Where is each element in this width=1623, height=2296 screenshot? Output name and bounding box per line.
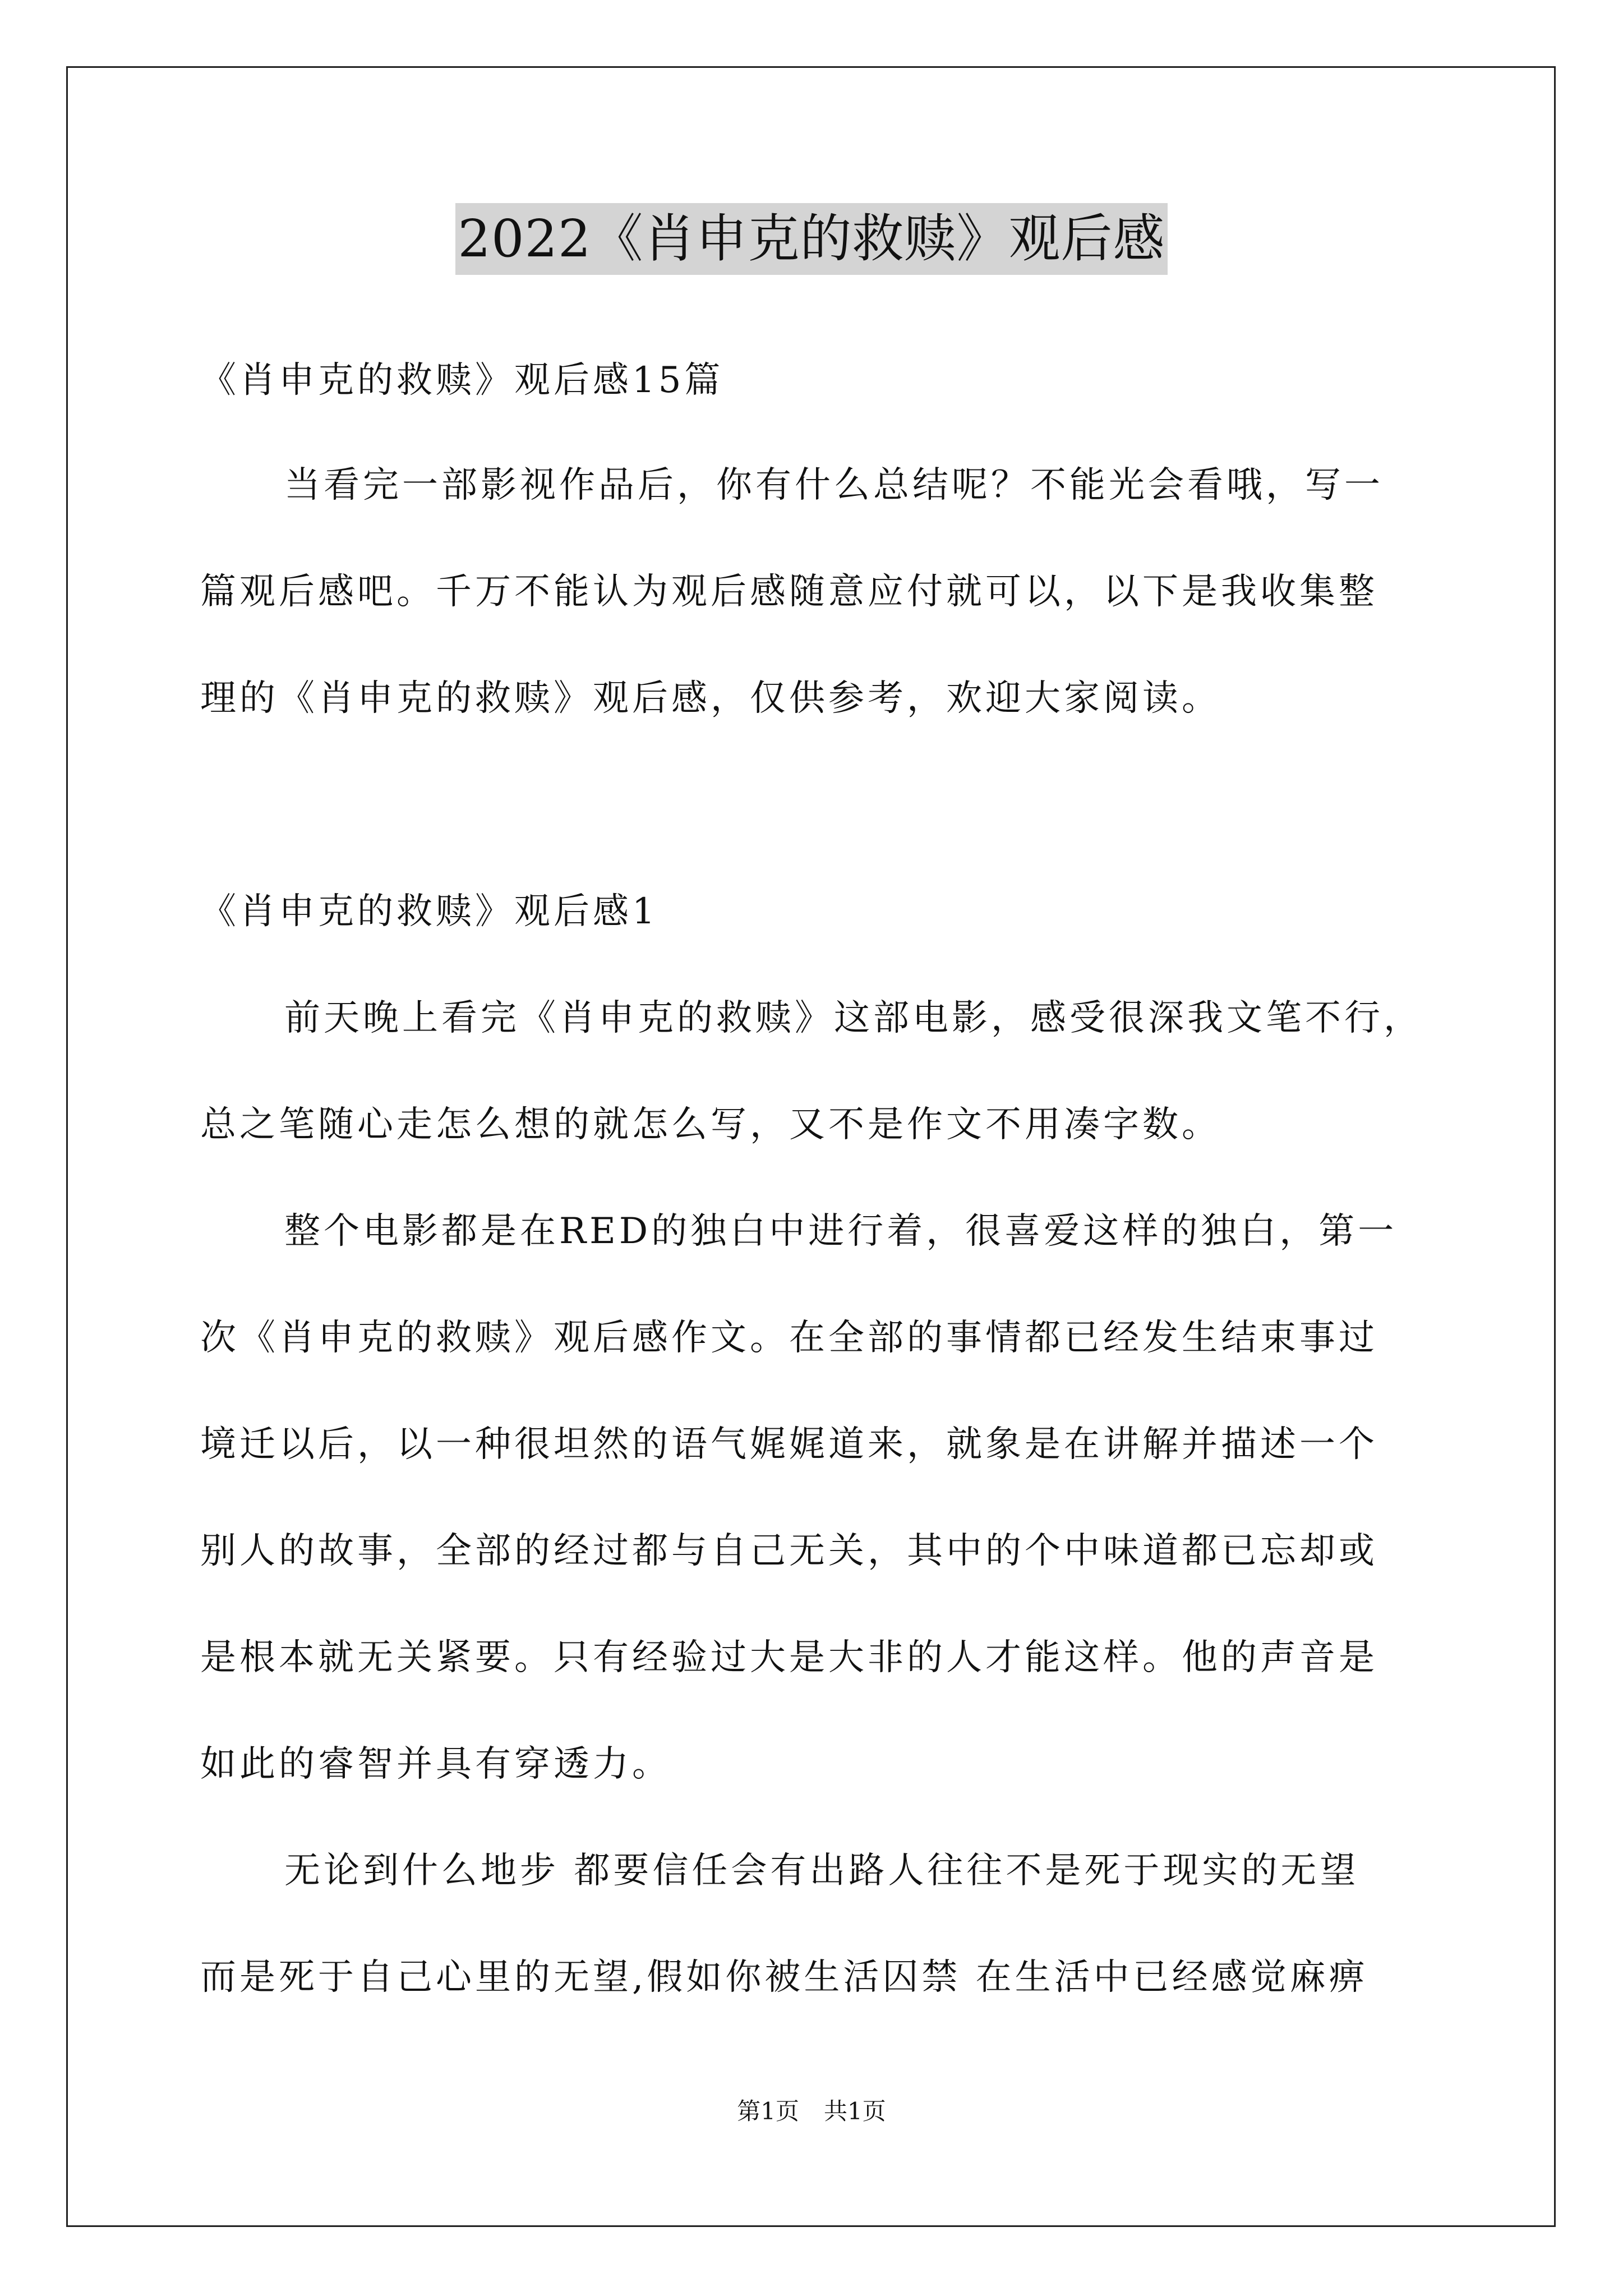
paragraph-line: 如此的睿智并具有穿透力。 — [200, 1743, 671, 1785]
page-footer — [0, 2095, 1623, 2128]
paragraph-line: 前天晚上看完《肖申克的救赎》这部电影，感受很深我文笔不行， — [284, 997, 1423, 1039]
paragraph-line: 是根本就无关紧要。只有经验过大是大非的人才能这样。他的声音是 — [200, 1637, 1378, 1678]
paragraph-line: 整个电影都是在RED的独白中进行着，很喜爱这样的独白，第一 — [284, 1211, 1398, 1252]
paragraph-line: 当看完一部影视作品后，你有什么总结呢？不能光会看哦，写一 — [284, 464, 1384, 506]
document-title: 2022《肖申克的救赎》观后感 — [455, 203, 1167, 275]
paragraph-line: 次《肖申克的救赎》观后感作文。在全部的事情都已经发生结束事过 — [200, 1317, 1378, 1359]
page-number: 第1页 — [737, 2097, 799, 2125]
paragraph-line: 而是死于自己心里的无望,假如你被生活囚禁 在生活中已经感觉麻痹 — [200, 1957, 1368, 1998]
paragraph-line: 别人的故事，全部的经过都与自己无关，其中的个中味道都已忘却或 — [200, 1530, 1378, 1572]
page-total: 共1页 — [824, 2097, 886, 2125]
title-container — [0, 203, 1623, 275]
section-heading-collection: 《肖申克的救赎》观后感15篇 — [200, 360, 724, 401]
paragraph-line: 无论到什么地步 都要信任会有出路人往往不是死于现实的无望 — [284, 1850, 1359, 1892]
paragraph-line: 理的《肖申克的救赎》观后感，仅供参考，欢迎大家阅读。 — [200, 678, 1221, 719]
section-heading-essay-1: 《肖申克的救赎》观后感1 — [200, 891, 658, 932]
paragraph-line: 境迁以后，以一种很坦然的语气娓娓道来，就象是在讲解并描述一个 — [200, 1424, 1378, 1465]
paragraph-line: 篇观后感吧。千万不能认为观后感随意应付就可以，以下是我收集整 — [200, 571, 1378, 613]
paragraph-line: 总之笔随心走怎么想的就怎么写，又不是作文不用凑字数。 — [200, 1104, 1221, 1145]
